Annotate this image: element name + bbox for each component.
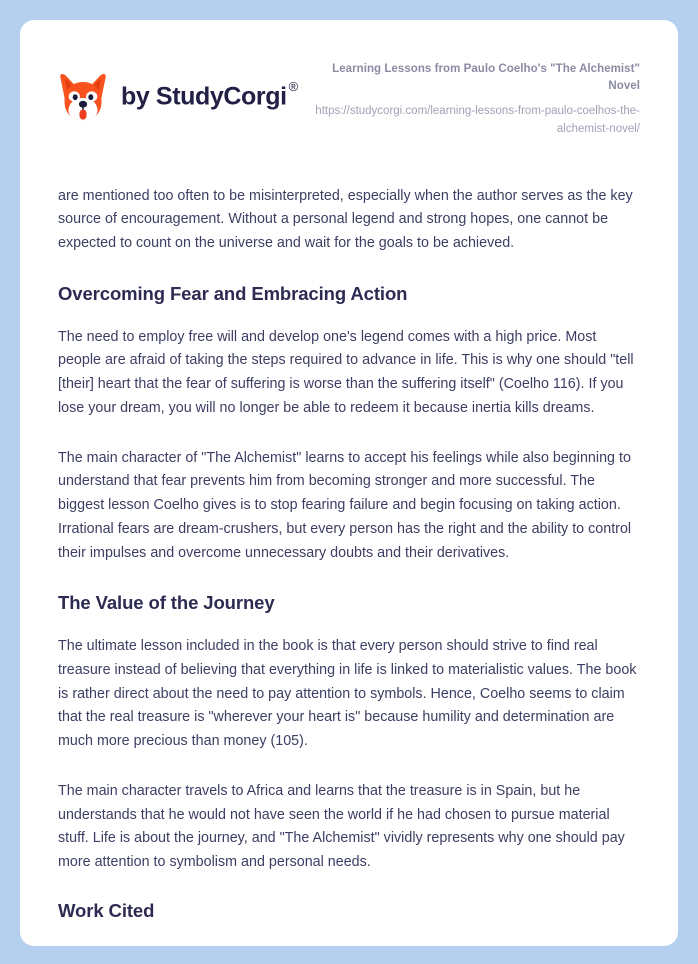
section-paragraph: The main character travels to Africa and learns that the treasure is in Spain, but he understands that he would not have seen the world if he had chosen to pursue material stuff. Life is about the journey, and "The Alchemist" vividly represents why one should pay more attention to symbolism and personal needs. (58, 782, 625, 871)
document-url[interactable]: https://studycorgi.com/learning-lessons-from-paulo-coelhos-the-alchemist-novel/ (315, 104, 640, 135)
section-paragraph: The main character of "The Alchemist" learns to accept his feelings while also beginning to understand that fear prevents him from becoming stronger and more successful. The biggest lesson Coelho gives is to stop fearing failure and begin focusing on taking action. Irrational fears are dream-crushers, but every person has the right and the ability to control their impulses and overcome unnecessary doubts and their derivatives. (58, 449, 632, 561)
corgi-logo-icon (58, 71, 108, 123)
brand-name (121, 79, 298, 111)
section-heading-work-cited: Work Cited (58, 899, 155, 921)
brand-name-text: by StudyCorgi (121, 82, 287, 111)
brand-block[interactable] (58, 59, 296, 123)
section-heading-value-of-journey: The Value of the Journey (58, 592, 275, 614)
section-paragraph: The need to employ free will and develop one's legend comes with a high price. Most people are afraid of taking the steps required to advance in life. This is why one should "tell [their] heart that the fear of suffering is worse than the suffering itself" (Coelho 116). If you lose your dream, you will no longer be able to redeem it because inertia kills dreams. (58, 328, 634, 416)
header-document-meta (300, 59, 640, 139)
article-page-card (20, 20, 678, 946)
intro-paragraph: are mentioned too often to be misinterpreted, especially when the author serves as the key source of encouragement. Without a personal legend and strong hopes, one cannot be expected to count on the universe and wait for the goals to be achieved. (58, 187, 633, 251)
document-title: Learning Lessons from Paulo Coelho's "The Alchemist" Novel (332, 63, 640, 93)
page-header (20, 20, 678, 139)
section-paragraph: The ultimate lesson included in the book is that every person should strive to find real treasure instead of believing that everything in life is linked to materialistic values. The book is rather direct about the need to pay attention to symbols. Hence, Coelho seems to claim that the real treasure is "wherever your heart is" because humility and determination are much more precious than money (105). (58, 638, 637, 750)
registered-trademark-icon: ® (288, 79, 298, 95)
article-body (20, 185, 678, 923)
section-heading-overcoming-fear: Overcoming Fear and Embracing Action (58, 282, 408, 304)
